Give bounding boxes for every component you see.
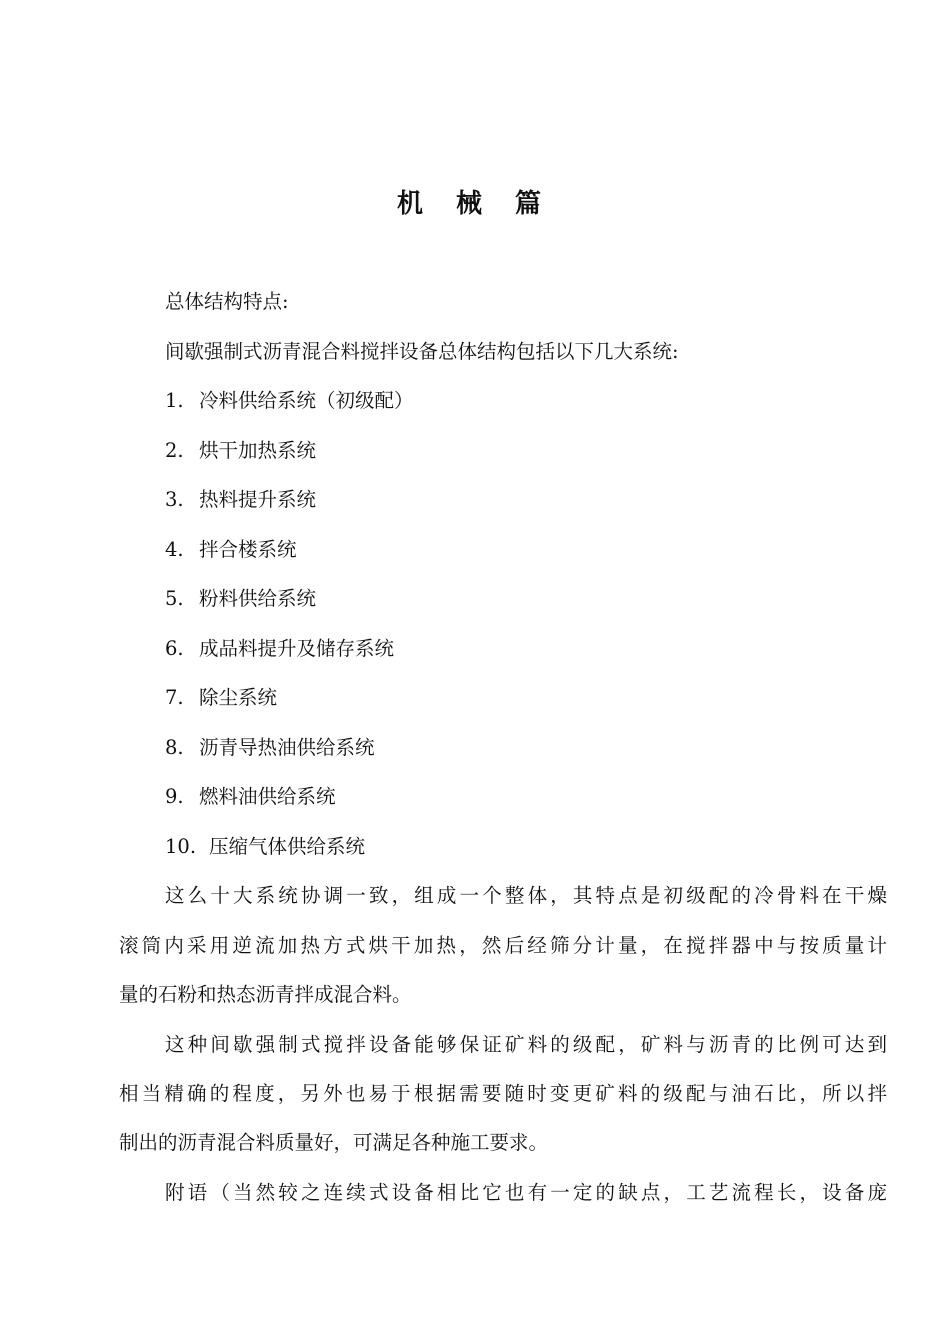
intro-text: 间歇强制式沥青混合料搅拌设备总体结构包括以下几大系统: — [165, 340, 679, 363]
paragraph1-line1 — [165, 881, 891, 911]
system-label: 拌合楼系统 — [199, 538, 297, 561]
paragraph2-line1 — [165, 1030, 891, 1060]
system-label: 粉料供给系统 — [199, 587, 317, 610]
paragraph2-line2-text: 相当精确的程度，另外也易于根据需要随时变更矿料的级配与油石比，所以拌 — [119, 1082, 891, 1105]
system-number: 5. — [165, 587, 184, 610]
paragraph2-line2 — [119, 1079, 891, 1109]
system-label: 除尘系统 — [199, 686, 278, 709]
system-number: 3. — [165, 488, 184, 511]
system-item-6 — [165, 634, 394, 664]
section-heading: 总体结构特点: — [165, 290, 289, 313]
paragraph1-line2 — [119, 931, 891, 961]
system-label: 成品料提升及储存系统 — [199, 637, 395, 660]
paragraph2-line1-text: 这种间歇强制式搅拌设备能够保证矿料的级配，矿料与沥青的比例可达到 — [165, 1033, 891, 1056]
system-number: 7. — [165, 686, 184, 709]
system-number: 8. — [165, 736, 184, 759]
system-item-8 — [165, 733, 375, 763]
system-item-4 — [165, 535, 297, 565]
system-label: 压缩气体供给系统 — [209, 835, 366, 858]
system-item-9 — [165, 782, 336, 812]
system-item-1 — [165, 386, 414, 416]
system-number: 6. — [165, 637, 184, 660]
system-item-2 — [165, 436, 316, 466]
paragraph1-line2-text: 滚筒内采用逆流加热方式烘干加热，然后经筛分计量，在搅拌器中与按质量计 — [119, 934, 891, 957]
system-label: 沥青导热油供给系统 — [199, 736, 375, 759]
paragraph2-line3: 制出的沥青混合料质量好，可满足各种施工要求。 — [119, 1131, 549, 1154]
system-label: 烘干加热系统 — [199, 439, 317, 462]
paragraph1-line3: 量的石粉和热态沥青拌成混合料。 — [119, 983, 412, 1006]
paragraph1-line1-text: 这么十大系统协调一致，组成一个整体，其特点是初级配的冷骨料在干燥 — [165, 884, 891, 907]
system-number: 10. — [165, 835, 197, 858]
system-item-7 — [165, 683, 277, 713]
system-item-5 — [165, 584, 316, 614]
paragraph3-line1 — [165, 1178, 891, 1208]
system-label: 冷料供给系统（初级配） — [199, 389, 414, 412]
page-title: 机 械 篇 — [396, 189, 554, 219]
paragraph3-line1-text: 附语（当然较之连续式设备相比它也有一定的缺点，工艺流程长，设备庞 — [165, 1181, 891, 1204]
system-label: 燃料油供给系统 — [199, 785, 336, 808]
system-number: 9. — [165, 785, 184, 808]
system-item-3 — [165, 485, 316, 515]
system-label: 热料提升系统 — [199, 488, 317, 511]
system-number: 4. — [165, 538, 184, 561]
system-number: 2. — [165, 439, 184, 462]
system-number: 1. — [165, 389, 184, 412]
system-item-10 — [165, 832, 365, 862]
